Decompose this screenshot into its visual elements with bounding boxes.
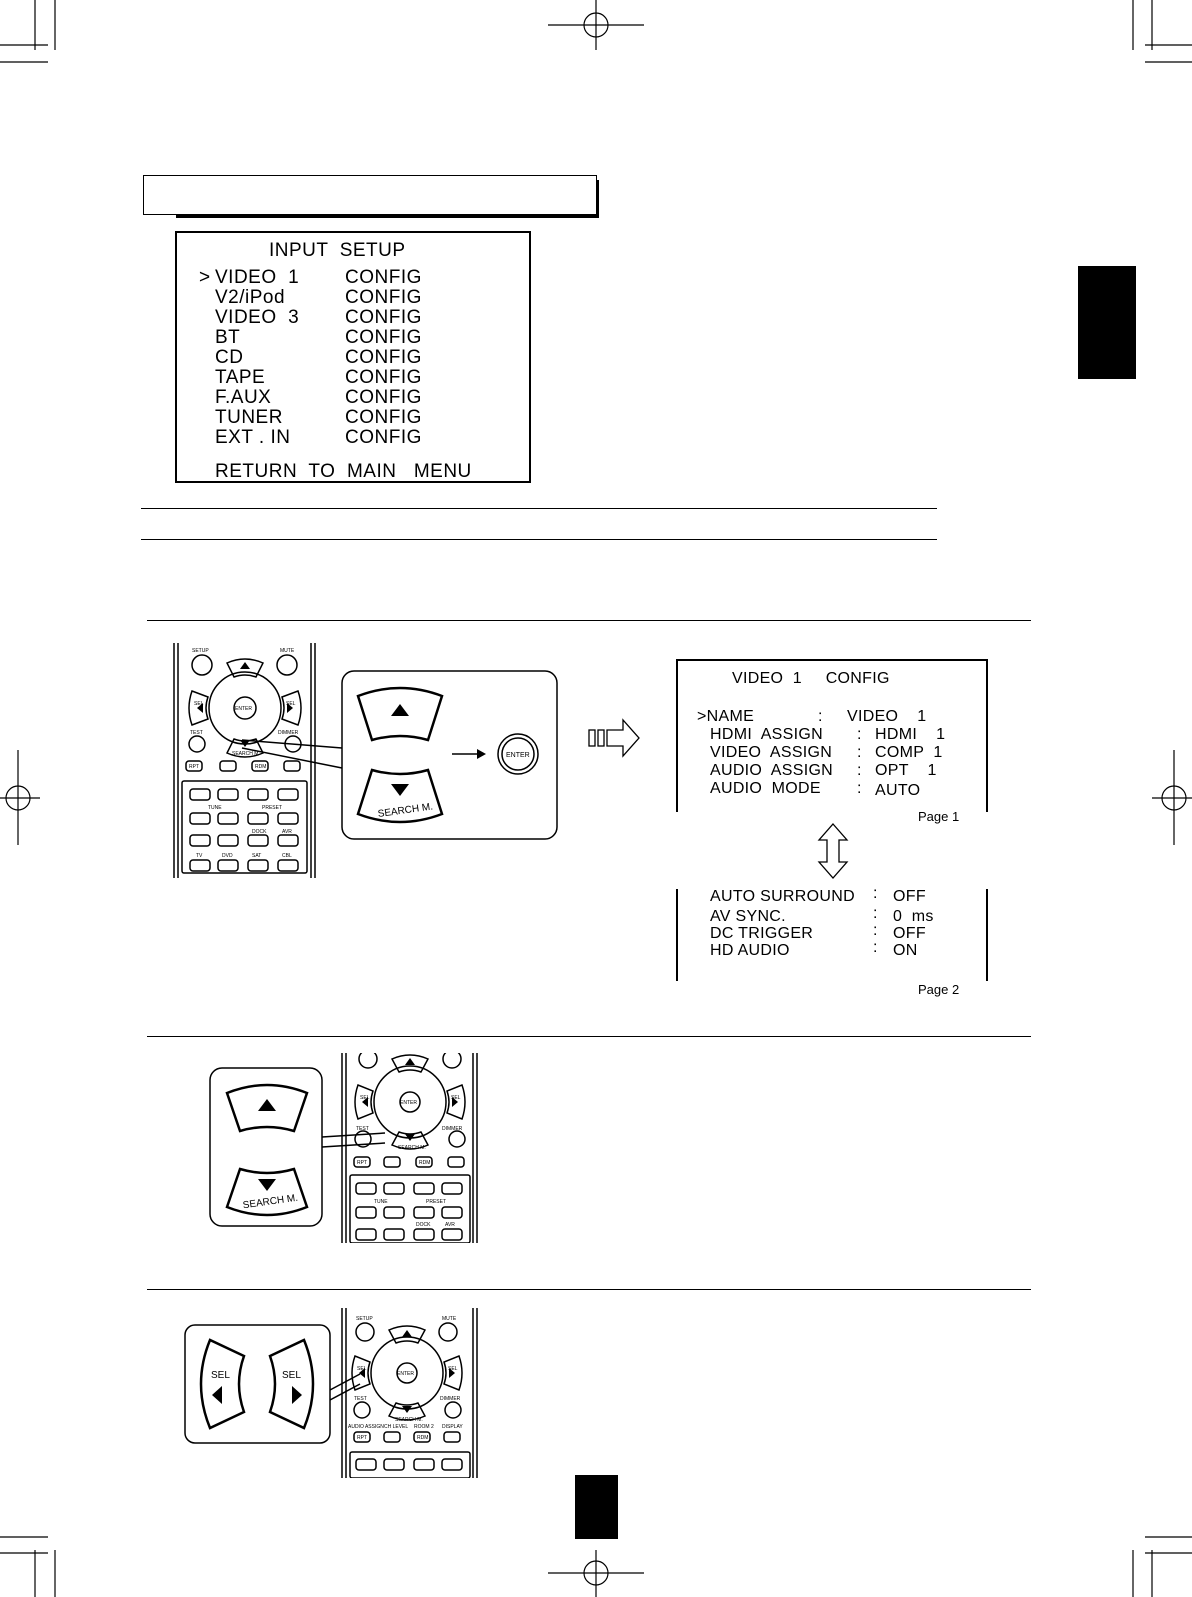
- config-value[interactable]: AUTO: [875, 782, 921, 799]
- remote-test-label: TEST: [354, 1396, 367, 1402]
- remote-tv-label: TV: [196, 853, 203, 859]
- remote-avr-label: AVR: [445, 1222, 455, 1228]
- remote-search-label: SEARCH M.: [232, 751, 260, 757]
- remote-sel-label: SEL: [357, 1366, 367, 1372]
- input-row-value[interactable]: CONFIG: [345, 347, 422, 368]
- remote-search-label: SEARCH M.: [395, 1417, 423, 1423]
- remote-test-label: TEST: [356, 1126, 369, 1132]
- config-value[interactable]: 0 ms: [893, 908, 934, 925]
- remote-preset-label: PRESET: [426, 1199, 447, 1205]
- remote-rpt-label: RPT: [357, 1435, 367, 1441]
- remote-dimmer-label: DIMMER: [440, 1396, 461, 1402]
- config-sep: :: [873, 905, 878, 922]
- config-value[interactable]: OFF: [893, 925, 926, 942]
- input-row-name[interactable]: VIDEO 3: [215, 307, 300, 328]
- input-row-name[interactable]: F.AUX: [215, 387, 272, 408]
- callout-search-label: SEARCH M.: [377, 801, 434, 821]
- remote-dock-label: DOCK: [252, 829, 267, 835]
- config-value[interactable]: OPT 1: [875, 762, 937, 779]
- divider: [141, 508, 937, 509]
- config-sep: :: [873, 885, 878, 902]
- zoom-callout-1: [240, 668, 565, 843]
- remote-sel-label: SEL: [448, 1366, 458, 1372]
- remote-dock-label: DOCK: [416, 1222, 431, 1228]
- remote-sel-label: SEL: [451, 1095, 461, 1101]
- remote-search-label: SEARCH M.: [398, 1145, 426, 1151]
- input-row-value[interactable]: CONFIG: [345, 387, 422, 408]
- config-label[interactable]: HD AUDIO: [710, 942, 790, 959]
- remote-sel-label: SEL: [360, 1095, 370, 1101]
- config-value[interactable]: VIDEO 1: [847, 708, 927, 725]
- remote-setup-label: SETUP: [192, 648, 209, 654]
- remote-rpt-label: RPT: [357, 1160, 367, 1166]
- remote-avr-label: AVR: [282, 829, 292, 835]
- remote-display-label: DISPLAY: [442, 1424, 463, 1430]
- callout-enter-label: ENTER: [506, 752, 530, 759]
- config-value[interactable]: COMP 1: [875, 744, 943, 761]
- config-value[interactable]: ON: [893, 942, 918, 959]
- config-label[interactable]: VIDEO ASSIGN: [710, 744, 833, 761]
- remote-rpt-label: RPT: [189, 764, 199, 770]
- page-number-box: [575, 1475, 618, 1539]
- remote-sel-label: SEL: [194, 701, 204, 707]
- input-row-name[interactable]: EXT . IN: [215, 427, 291, 448]
- remote-dimmer-label: DIMMER: [442, 1126, 463, 1132]
- divider: [141, 539, 937, 540]
- input-row-value[interactable]: CONFIG: [345, 307, 422, 328]
- remote-sat-label: SAT: [252, 853, 262, 859]
- remote-preset-label: PRESET: [262, 805, 283, 811]
- config-value[interactable]: HDMI 1: [875, 726, 946, 743]
- config-label[interactable]: HDMI ASSIGN: [710, 726, 823, 743]
- config-sep: :: [818, 708, 823, 725]
- input-row-value[interactable]: CONFIG: [345, 327, 422, 348]
- input-row-name[interactable]: V2/iPod: [215, 287, 286, 308]
- remote-mute-label: MUTE: [442, 1316, 457, 1322]
- section-heading-frame: [143, 175, 597, 215]
- callout-search-label: SEARCH M.: [242, 1192, 299, 1212]
- remote-enter-label: ENTER: [400, 1100, 417, 1106]
- remote-tune-label: TUNE: [374, 1199, 388, 1205]
- config-sep: :: [857, 744, 862, 761]
- page-toggle-arrow-icon: [817, 822, 849, 880]
- chapter-tab: [1078, 266, 1136, 379]
- remote-tune-label: TUNE: [208, 805, 222, 811]
- remote-enter-label: ENTER: [397, 1371, 414, 1377]
- remote-dvd-label: DVD: [222, 853, 233, 859]
- return-to-main-menu[interactable]: RETURN TO MAIN MENU: [215, 461, 472, 482]
- config-label[interactable]: AUTO SURROUND: [710, 888, 855, 905]
- next-screen-arrow-icon: [587, 718, 642, 758]
- remote-audio-assign-label: AUDIO ASSIGN: [348, 1424, 384, 1430]
- remote-setup-label: SETUP: [356, 1316, 373, 1322]
- input-row-name[interactable]: BT: [215, 327, 241, 348]
- config-label[interactable]: >NAME: [697, 708, 755, 725]
- remote-sel-label: SEL: [286, 701, 296, 707]
- config-label[interactable]: AUDIO ASSIGN: [710, 762, 834, 779]
- config-sep: :: [873, 939, 878, 956]
- remote-enter-label: ENTER: [235, 706, 252, 712]
- input-setup-title: INPUT SETUP: [269, 240, 406, 261]
- zoom-callout-3: [182, 1322, 362, 1447]
- step-divider: [147, 1289, 1031, 1290]
- config-sep: :: [857, 780, 862, 797]
- config-title: VIDEO 1 CONFIG: [732, 670, 890, 687]
- config-label[interactable]: AUDIO MODE: [710, 780, 821, 797]
- page2-label: Page 2: [918, 982, 960, 997]
- callout-sel-left-label: SEL: [211, 1370, 230, 1381]
- step-divider: [147, 620, 1031, 621]
- remote-cbl-label: CBL: [282, 853, 292, 859]
- input-row-name[interactable]: CD: [215, 347, 244, 368]
- remote-ch-level-label: CH LEVEL: [384, 1424, 409, 1430]
- page1-label: Page 1: [918, 809, 960, 824]
- remote-mute-label: MUTE: [280, 648, 295, 654]
- input-row-name[interactable]: TAPE: [215, 367, 266, 388]
- remote-rdm-label: RDM: [417, 1435, 429, 1441]
- config-label[interactable]: AV SYNC.: [710, 908, 786, 925]
- remote-rdm-label: RDM: [419, 1160, 431, 1166]
- input-row-name[interactable]: VIDEO 1: [215, 267, 300, 288]
- input-row-value[interactable]: CONFIG: [345, 427, 422, 448]
- config-label[interactable]: DC TRIGGER: [710, 925, 814, 942]
- config-sep: :: [857, 762, 862, 779]
- config-sep: :: [873, 922, 878, 939]
- remote-room2-label: ROOM 2: [414, 1424, 434, 1430]
- remote-rdm-label: RDM: [255, 764, 267, 770]
- input-row-value[interactable]: CONFIG: [345, 367, 422, 388]
- remote-dimmer-label: DIMMER: [278, 730, 299, 736]
- config-sep: :: [857, 726, 862, 743]
- callout-sel-right-label: SEL: [282, 1370, 301, 1381]
- config-value[interactable]: OFF: [893, 888, 926, 905]
- input-row-value[interactable]: CONFIG: [345, 287, 422, 308]
- menu-cursor: >: [199, 267, 211, 288]
- input-row-value[interactable]: CONFIG: [345, 267, 422, 288]
- input-row-name[interactable]: TUNER: [215, 407, 283, 428]
- input-row-value[interactable]: CONFIG: [345, 407, 422, 428]
- step-divider: [147, 1036, 1031, 1037]
- zoom-callout-2: [207, 1065, 387, 1230]
- remote-test-label: TEST: [190, 730, 203, 736]
